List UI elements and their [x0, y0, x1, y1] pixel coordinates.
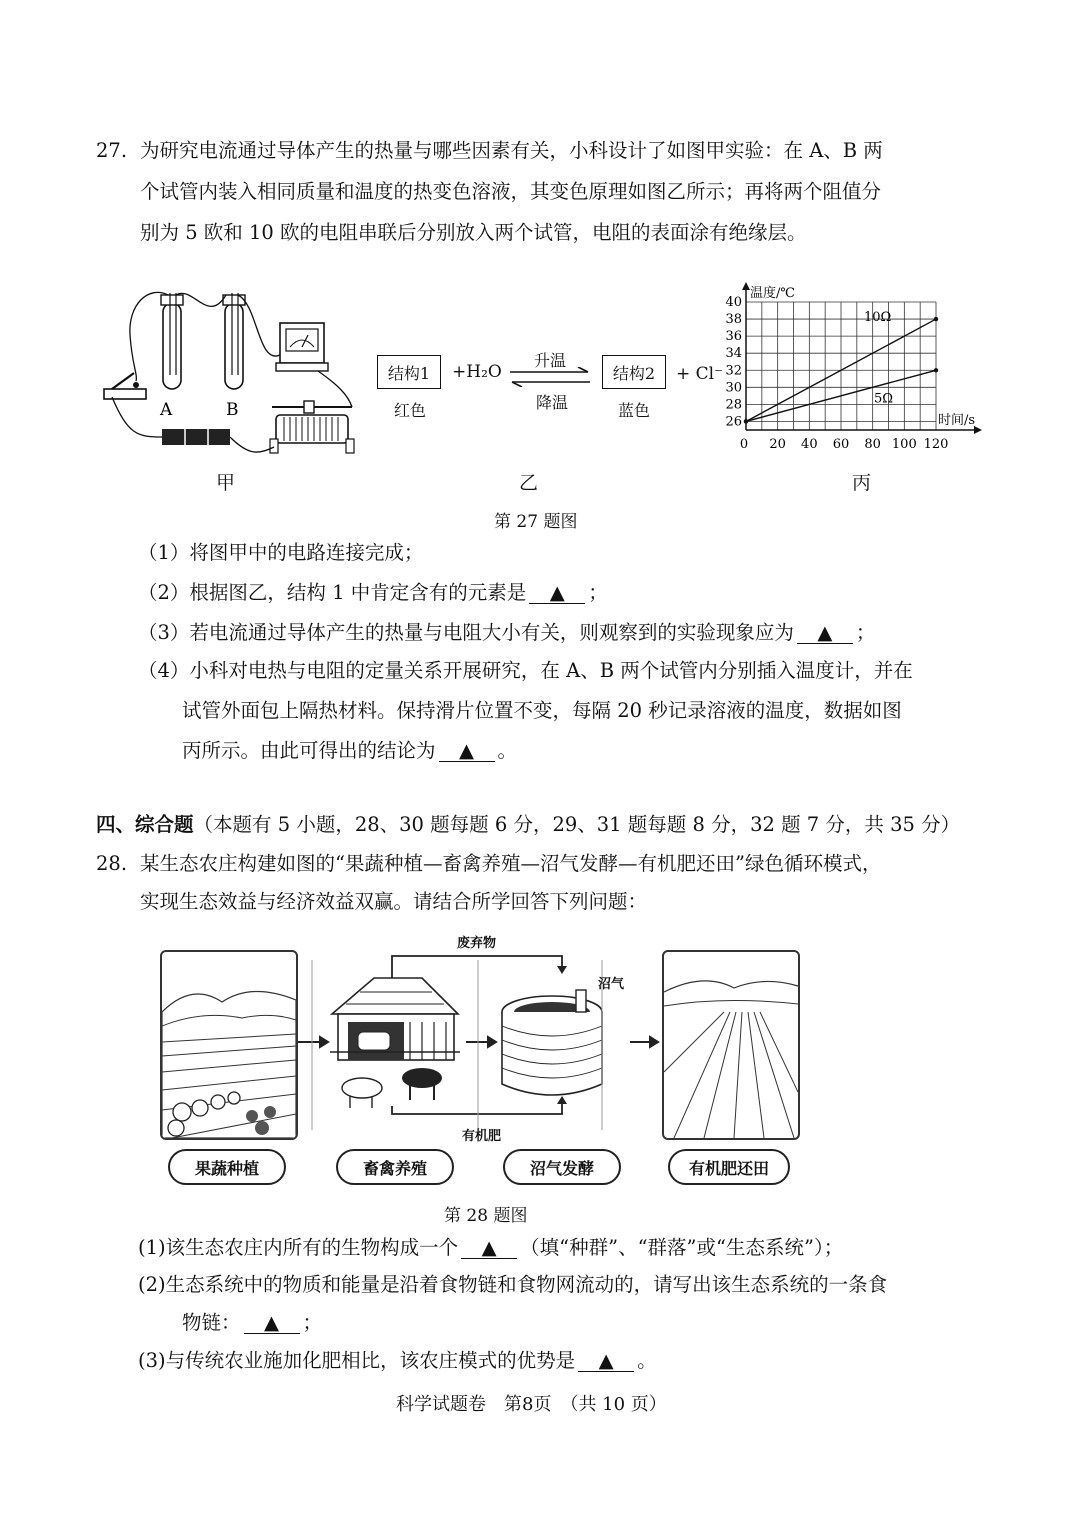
x-axis-arrow — [974, 426, 982, 434]
structure-1-color: 红色 — [394, 401, 427, 420]
x-axis-label: 时间/s — [938, 413, 976, 428]
q28-sub-2-line-1: (2)生态系统中的物质和能量是沿着食物链和食物网流动的，请写出该生态系统的一条食 — [138, 1273, 888, 1296]
answer-blank[interactable]: ▲ — [578, 1351, 634, 1372]
farmland-image — [662, 950, 800, 1140]
series-label-0: 10Ω — [864, 310, 892, 326]
q28-number: 28. — [96, 852, 128, 875]
q28-sub-2-line-2: 物链： ▲ ； — [182, 1311, 323, 1334]
x-tick-label: 0 — [739, 437, 749, 452]
q27-sub-2: （2）根据图乙，结构 1 中肯定含有的元素是 ▲ ； — [138, 581, 608, 604]
equilibrium-arrows — [508, 367, 592, 387]
y-axis-label: 温度/℃ — [750, 286, 795, 301]
fruit-veg-field-image — [160, 950, 298, 1140]
battery — [162, 429, 230, 445]
test-tube-a — [163, 303, 181, 389]
fig-bing-label: 丙 — [852, 472, 872, 494]
q27-sub-4-line-2: 试管外面包上隔热材料。保持滑片位置不变，每隔 20 秒记录溶液的温度，数据如图 — [182, 699, 902, 722]
q27-line-3: 别为 5 欧和 10 欧的电阻串联后分别放入两个试管，电阻的表面涂有绝缘层。 — [140, 221, 807, 244]
y-tick-label: 34 — [725, 346, 742, 362]
fig-yi-label: 乙 — [519, 472, 539, 494]
structure-1-box: 结构1 — [377, 355, 441, 389]
x-tick-label: 100 — [891, 437, 917, 452]
q28-line-1: 某生态农庄构建如图的“果蔬种植—畜禽养殖—沼气发酵—有机肥还田”绿色循环模式， — [140, 852, 882, 875]
q28-sub-1: (1)该生态农庄内所有的生物构成一个 ▲ （填“种群”、“群落”或“生态系统”）； — [138, 1236, 844, 1259]
y-tick-label: 36 — [725, 329, 742, 345]
structure-2-color: 蓝色 — [618, 401, 651, 420]
stage-biogas: 沼气发酵 — [503, 1149, 621, 1185]
q27-sub-3: （3）若电流通过导体产生的热量与电阻大小有关，则观察到的实验现象应为 ▲ ； — [138, 621, 876, 644]
y-tick-label: 40 — [725, 295, 742, 310]
section-4-header: 四、综合题（本题有 5 小题，28、30 题每题 6 分，29、31 题每题 8 分，32 题 7 分，共 35 分） — [96, 813, 961, 836]
q27-sub-4-line-3: 丙所示。由此可得出的结论为 ▲ 。 — [182, 739, 518, 762]
stage-fruit-veg: 果蔬种植 — [168, 1149, 286, 1185]
stage-livestock: 畜禽养殖 — [336, 1149, 454, 1185]
fig-jia-label: 甲 — [216, 472, 236, 494]
y-tick-label: 30 — [725, 380, 742, 396]
q27-line-1: 为研究电流通过导体产生的热量与哪些因素有关，小科设计了如图甲实验：在 A、B 两 — [140, 139, 883, 162]
y-tick-label: 32 — [725, 363, 742, 379]
biogas-label: 沼气 — [598, 977, 625, 992]
data-point — [934, 368, 938, 372]
rheostat — [276, 415, 348, 443]
circuit-figure — [98, 285, 360, 470]
x-tick-label: 40 — [801, 437, 818, 452]
cool-down-label: 降温 — [536, 393, 569, 412]
y-tick-label: 38 — [725, 312, 742, 328]
tube-b-label: B — [226, 400, 239, 420]
data-point — [934, 317, 938, 321]
q27-caption: 第 27 题图 — [494, 512, 578, 532]
tube-a-label: A — [160, 400, 173, 420]
q28-line-2: 实现生态效益与经济效益双赢。请结合所学回答下列问题： — [140, 890, 648, 913]
q27-number: 27. — [96, 139, 128, 162]
q28-sub-3: (3)与传统农业施加化肥相比，该农庄模式的优势是 ▲ 。 — [138, 1349, 657, 1372]
x-tick-label: 20 — [769, 437, 786, 452]
y-tick-label: 28 — [725, 397, 742, 413]
answer-blank[interactable]: ▲ — [461, 1238, 517, 1259]
q28-caption: 第 28 题图 — [444, 1206, 528, 1226]
waste-label: 废弃物 — [457, 936, 497, 951]
x-tick-label: 120 — [923, 437, 949, 452]
y-axis-arrow — [742, 282, 750, 290]
answer-blank[interactable]: ▲ — [439, 741, 495, 762]
temperature-chart — [716, 280, 1006, 460]
answer-blank[interactable]: ▲ — [244, 1313, 300, 1334]
switch-lever — [112, 373, 134, 389]
cycle-flow-arrows — [290, 930, 670, 1140]
series-label-1: 5Ω — [874, 391, 894, 407]
page-footer: 科学试题卷 第8页 （共 10 页） — [396, 1394, 667, 1415]
heat-up-label: 升温 — [534, 351, 567, 370]
q27-sub-1: （1）将图甲中的电路连接完成； — [138, 541, 424, 564]
q27-line-2: 个试管内装入相同质量和温度的热变色溶液，其变色原理如图乙所示；再将两个阻值分 — [140, 180, 882, 203]
data-point — [744, 419, 748, 423]
answer-blank[interactable]: ▲ — [797, 623, 853, 644]
stage-fertilizer-return: 有机肥还田 — [668, 1149, 790, 1185]
x-tick-label: 60 — [832, 437, 850, 452]
y-tick-label: 26 — [725, 414, 742, 430]
switch-base — [104, 389, 146, 399]
chloride-term: + Cl⁻ — [676, 364, 724, 384]
x-tick-label: 80 — [864, 437, 881, 452]
fertilizer-label: 有机肥 — [462, 1129, 502, 1144]
test-tube-b — [225, 303, 243, 389]
answer-blank[interactable]: ▲ — [529, 583, 585, 604]
q27-sub-4-line-1: （4）小科对电热与电阻的定量关系开展研究，在 A、B 两个试管内分别插入温度计，并在 — [138, 659, 913, 682]
water-term: +H₂O — [452, 362, 502, 382]
structure-2-box: 结构2 — [602, 355, 666, 389]
